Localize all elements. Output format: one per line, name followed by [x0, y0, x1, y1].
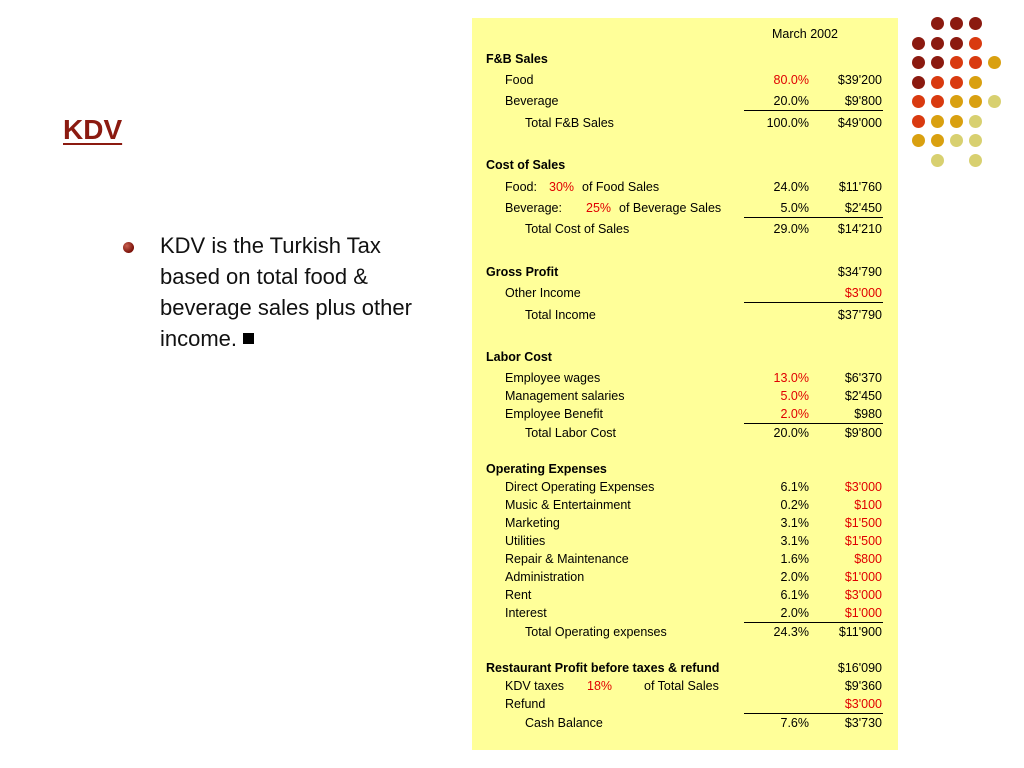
table-row — [472, 199, 898, 217]
row-amount: $980 — [854, 407, 882, 421]
decorative-dot — [931, 76, 944, 89]
row-percent: 0.2% — [780, 498, 809, 512]
row-percent: 24.3% — [773, 625, 809, 639]
table-row — [472, 284, 898, 302]
section-heading: Restaurant Profit before taxes & refund — [486, 661, 720, 675]
row-amount: $3'000 — [844, 480, 882, 494]
decorative-dot — [931, 56, 944, 69]
section-heading: Gross Profit — [486, 265, 559, 279]
slide-title: KDV — [63, 114, 123, 145]
row-percent: 5.0% — [780, 201, 809, 215]
rate-basis: of Total Sales — [644, 679, 719, 693]
row-label: Total Cost of Sales — [525, 222, 630, 236]
row-percent: 2.0% — [780, 606, 809, 620]
row-percent: 3.1% — [780, 516, 809, 530]
rate-value: 18% — [587, 679, 613, 693]
row-percent: 5.0% — [780, 389, 809, 403]
row-amount: $9'360 — [844, 679, 882, 693]
decorative-dot — [931, 37, 944, 50]
table-row — [472, 695, 898, 713]
total-row — [472, 424, 898, 442]
section-heading: Labor Cost — [486, 350, 552, 364]
decorative-dot — [950, 95, 963, 108]
row-amount: $1'000 — [844, 606, 882, 620]
decorative-dot — [988, 56, 1001, 69]
row-amount: $37'790 — [837, 308, 882, 322]
row-percent: 100.0% — [766, 116, 809, 130]
row-amount: $3'000 — [844, 286, 882, 300]
decorative-dot — [969, 56, 982, 69]
rate-value: 25% — [586, 201, 612, 215]
row-label: Beverage: — [505, 201, 562, 215]
row-amount: $9'800 — [844, 94, 882, 108]
decorative-dot — [912, 134, 925, 147]
row-amount: $1'500 — [844, 516, 882, 530]
decorative-dot — [969, 95, 982, 108]
table-row — [472, 478, 898, 496]
labor-cost-heading-row — [472, 348, 898, 366]
subtotal-rule — [744, 110, 883, 111]
decorative-dot — [969, 76, 982, 89]
section-heading: Operating Expenses — [486, 462, 607, 476]
table-row — [472, 405, 898, 423]
total-row — [472, 220, 898, 238]
table-row — [472, 387, 898, 405]
row-label: Food: — [505, 180, 537, 194]
table-row — [472, 178, 898, 196]
decorative-dot — [912, 115, 925, 128]
row-label: Beverage — [505, 94, 559, 108]
row-label: Other Income — [505, 286, 581, 300]
rate-value: 30% — [549, 180, 575, 194]
rate-basis: of Beverage Sales — [619, 201, 722, 215]
row-percent: 80.0% — [773, 73, 809, 87]
table-row — [472, 568, 898, 586]
row-label: Total Income — [525, 308, 596, 322]
row-label: Refund — [505, 697, 546, 711]
row-percent: 29.0% — [773, 222, 809, 236]
table-row — [472, 92, 898, 110]
row-amount: $11'760 — [838, 180, 882, 194]
decorative-dot — [931, 115, 944, 128]
restaurant-profit-row — [472, 659, 898, 677]
row-amount: $1'000 — [844, 570, 882, 584]
decorative-dot — [950, 76, 963, 89]
row-amount: $14'210 — [837, 222, 882, 236]
fb-sales-heading-row — [472, 50, 898, 68]
cost-of-sales-heading-row — [472, 156, 898, 174]
row-label: Food — [505, 73, 534, 87]
decorative-dot — [950, 115, 963, 128]
row-label: Cash Balance — [525, 716, 603, 730]
total-row — [472, 714, 898, 732]
decorative-dot — [950, 56, 963, 69]
total-row — [472, 623, 898, 641]
row-amount: $100 — [854, 498, 882, 512]
decorative-dot — [931, 134, 944, 147]
decorative-dot — [912, 56, 925, 69]
decorative-dot — [931, 95, 944, 108]
table-row — [472, 677, 898, 695]
row-amount: $16'090 — [837, 661, 882, 675]
row-label: KDV taxes — [505, 679, 565, 693]
end-square-icon — [243, 333, 254, 344]
row-label: Marketing — [505, 516, 560, 530]
row-percent: 20.0% — [773, 426, 809, 440]
row-amount: $11'900 — [838, 625, 882, 639]
decorative-dot — [969, 37, 982, 50]
decorative-dot — [950, 134, 963, 147]
table-row — [472, 586, 898, 604]
row-percent: 2.0% — [780, 407, 809, 421]
row-percent: 3.1% — [780, 534, 809, 548]
row-amount: $800 — [854, 552, 882, 566]
decorative-dot — [969, 154, 982, 167]
row-label: Total F&B Sales — [525, 116, 614, 130]
row-amount: $2'450 — [844, 389, 882, 403]
row-percent: 24.0% — [773, 180, 809, 194]
column-header: March 2002 — [772, 27, 839, 41]
bullet-list — [123, 230, 423, 354]
section-heading: F&B Sales — [486, 52, 548, 66]
row-amount: $34'790 — [837, 265, 882, 279]
row-label: Total Operating expenses — [525, 625, 667, 639]
table-row — [472, 71, 898, 89]
row-amount: $3'000 — [844, 588, 882, 602]
row-percent: 20.0% — [773, 94, 809, 108]
row-amount: $9'800 — [844, 426, 882, 440]
decorative-dot — [912, 95, 925, 108]
decorative-dot — [969, 134, 982, 147]
row-amount: $39'200 — [837, 73, 882, 87]
table-row — [472, 604, 898, 622]
row-percent: 7.6% — [780, 716, 809, 730]
bullet-icon — [123, 242, 134, 253]
decorative-dot-grid — [912, 17, 1012, 167]
row-amount: $3'000 — [844, 697, 882, 711]
row-label: Direct Operating Expenses — [505, 480, 655, 494]
table-row — [472, 369, 898, 387]
row-amount: $49'000 — [837, 116, 882, 130]
table-row — [472, 550, 898, 568]
decorative-dot — [912, 76, 925, 89]
row-amount: $2'450 — [844, 201, 882, 215]
table-row — [472, 496, 898, 514]
subtotal-rule — [744, 217, 883, 218]
row-label: Rent — [505, 588, 532, 602]
row-label: Repair & Maintenance — [505, 552, 629, 566]
decorative-dot — [931, 154, 944, 167]
row-percent: 6.1% — [780, 588, 809, 602]
table-row — [472, 532, 898, 550]
row-percent: 13.0% — [773, 371, 809, 385]
row-percent: 2.0% — [780, 570, 809, 584]
row-label: Employee Benefit — [505, 407, 603, 421]
total-row — [472, 114, 898, 132]
row-label: Administration — [505, 570, 585, 584]
row-label: Management salaries — [505, 389, 625, 403]
bullet-text: KDV is the Turkish Tax based on total food & beverage sales plus other income. — [160, 233, 412, 351]
row-label: Utilities — [505, 534, 546, 548]
decorative-dot — [969, 17, 982, 30]
subtotal-rule — [744, 302, 883, 303]
total-row — [472, 306, 898, 324]
row-percent: 1.6% — [780, 552, 809, 566]
row-label: Total Labor Cost — [525, 426, 617, 440]
row-amount: $3'730 — [844, 716, 882, 730]
operating-expenses-heading-row — [472, 460, 898, 478]
row-amount: $1'500 — [844, 534, 882, 548]
gross-profit-row — [472, 263, 898, 281]
spreadsheet-snapshot — [472, 18, 898, 750]
decorative-dot — [950, 37, 963, 50]
table-row — [472, 514, 898, 532]
decorative-dot — [969, 115, 982, 128]
decorative-dot — [988, 95, 1001, 108]
row-label: Music & Entertainment — [505, 498, 631, 512]
decorative-dot — [931, 17, 944, 30]
decorative-dot — [950, 17, 963, 30]
row-label: Interest — [505, 606, 547, 620]
section-heading: Cost of Sales — [486, 158, 566, 172]
row-percent: 6.1% — [780, 480, 809, 494]
row-label: Employee wages — [505, 371, 601, 385]
row-amount: $6'370 — [844, 371, 882, 385]
bullet-item — [160, 230, 423, 354]
rate-basis: of Food Sales — [582, 180, 660, 194]
decorative-dot — [912, 37, 925, 50]
